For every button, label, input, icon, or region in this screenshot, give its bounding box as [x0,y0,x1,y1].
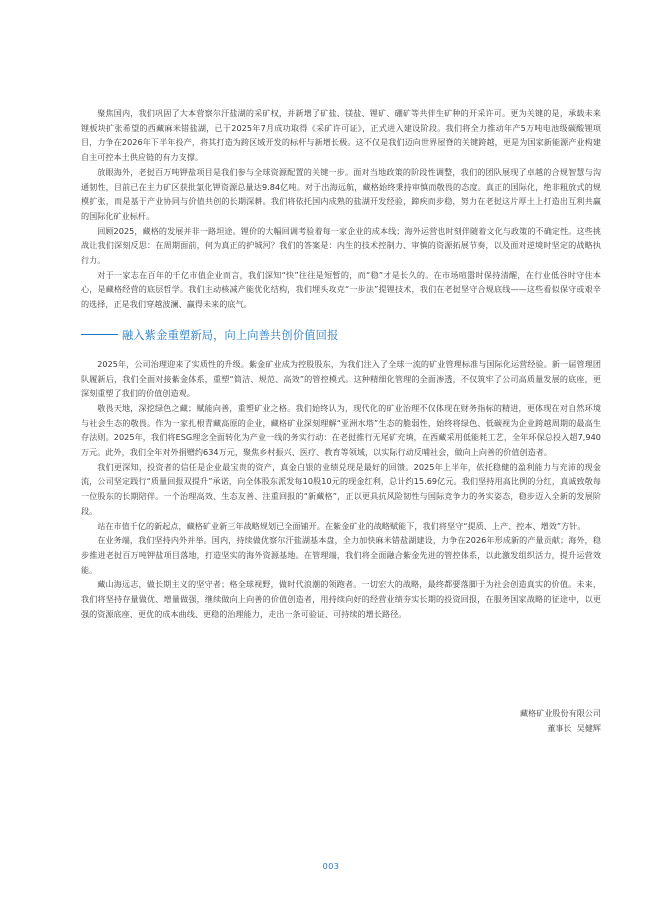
paragraph: 藏山海远志，做长期主义的坚守者；格全球视野，做时代浪潮的领跑者。一切宏大的战略，最终都要落脚于为社会创造真实的价值。未来，我们将坚持存量做优、增量做强，继续做向上向善的价值创造者，用持续向好的经营业绩夯实长期的投资回报，在服务国家战略的征途中，以更强的资源底座、更优的成本曲线、更稳的治理能力，走出一条可验证、可持续的增长路径。 [81,579,601,619]
paragraph: 我们更深知，投资者的信任是企业最宝贵的资产，真金白银的业绩兑现是最好的回馈。2025年上半年，依托稳健的盈利能力与充沛的现金流，公司坚定践行“质量回报双提升”承诺，向全体股东派发每10股10元的现金红利，总计约15.69亿元。我们坚持用高比例的分红，真诚致敬每一位股东的长期陪伴。一个治理高效、生态友善、注重回报的“新藏格”，正以更具抗风险韧性与国际竞争力的务实姿态，稳步迈入全新的发展阶段。 [81,461,601,516]
paragraph: 放眼海外，老挝百万吨钾盐项目是我们参与全球资源配置的关键一步。面对当地政策的阶段性调整，我们的团队展现了卓越的合规智慧与沟通韧性，目前已在主力矿区获批氯化钾资源总量达9.84亿吨。对于出海远航，藏格始终秉持审慎而敬畏的态度。真正的国际化，绝非粗放式的规模扩张，而是基于产业协同与价值共创的长期深耕。我们将依托国内成熟的盐湖开发经验，蹄疾而步稳，努力在老挝这片厚土上打造出互利共赢的国际化矿业标杆。 [81,166,601,221]
paragraph: 2025年，公司治理迎来了实质性的升级。紫金矿业成为控股股东，为我们注入了全球一流的矿业管理标准与国际化运营经验。新一届管理团队履新后，我们全面对接紫金体系，重塑“简洁、规范、高效”的管控模式。这种精细化管理的全面渗透，不仅筑牢了公司高质量发展的底座，更深刻重塑了我们的价值创造观。 [81,358,601,399]
section-heading [81,327,601,343]
paragraph: 敬畏天地，深挖绿色之藏；赋能向善，重塑矿业之格。我们始终认为，现代化的矿业治理不仅体现在财务指标的精进，更体现在对自然环境与社会生态的敬畏。作为一家扎根青藏高原的企业，藏格矿业深刻理解“亚洲水塔”生态的脆弱性，始终将绿色、低碳视为企业跨越周期的最高生存法则。2025年，我们将ESG理念全面转化为产业一线的务实行动：在老挝推行无尾矿充填，在西藏采用低能耗工艺，全年环保总投入超7,940万元。此外，我们全年对外捐赠约634万元，聚焦乡村振兴、医疗、教育等领域，以实际行动反哺社会，做向上向善的价值创造者。 [81,402,601,458]
signature-block [520,706,601,736]
heading-rule [81,334,118,335]
paragraph: 在业务端，我们坚持内外并举。国内，持续做优察尔汗盐湖基本盘，全力加快麻米错盐湖建设，力争在2026年形成新的产量贡献；海外，稳步推进老挝百万吨钾盐项目落地，打造坚实的海外资源基地。在管理端，我们将全面融合紫金先进的管控体系，以此激发组织活力，提升运营效能。 [81,535,601,575]
paragraph: 站在市值千亿的新起点，藏格矿业新三年战略规划已全面铺开。在紫金矿业的战略赋能下，我们将坚守“提质、上产、控本、增效”方针。 [97,520,586,531]
paragraph: 聚焦国内，我们巩固了大本营察尔汗盐湖的采矿权，并新增了矿盐、镁盐、锂矿、硼矿等共伴生矿种的开采许可。更为关键的是，承载未来锂板块扩张希望的西藏麻米错盐湖，已于2025年7月成功取得《采矿许可证》，正式进入建设阶段。我们将全力推动年产5万吨电池级碳酸锂项目，力争在2026年下半年投产，将其打造为跨区域开发的标杆与新增长极。这不仅是我们迈向世界屋脊的关键跨越，更是为国家新能源产业构建自主可控本土供应链的有力支撑。 [81,108,601,163]
signature-company: 藏格矿业股份有限公司 [520,708,601,718]
letter-body [81,106,601,622]
signature-title-name: 董事长 吴健辉 [547,723,601,733]
page-number: 003 [322,862,340,871]
paragraph: 回顾2025，藏格的发展并非一路坦途。锂价的大幅回调考验着每一家企业的成本线；海外运营也时刻伴随着文化与政策的不确定性。这些挑战让我们深刻反思：在周期面前，何为真正的护城河？我们的答案是：内生的技术控制力、审慎的资源拓展节奏，以及面对逆境时坚定的战略执行力。 [81,225,601,266]
paragraph: 对于一家志在百年的千亿市值企业而言，我们深知“快”往往是短暂的，而“稳”才是长久的。在市场喧嚣时保持清醒，在行业低谷时守住本心，是藏格经营的底层哲学。我们主动核减产能优化结构，我们埋头攻克“一步法”提锂技术，我们在老挝坚守合规底线——这些看似保守或艰辛的选择，正是我们穿越波澜、赢得未来的底气。 [81,269,601,310]
section-heading-text: 融入紫金重塑新局，向上向善共创价值回报 [122,328,339,342]
